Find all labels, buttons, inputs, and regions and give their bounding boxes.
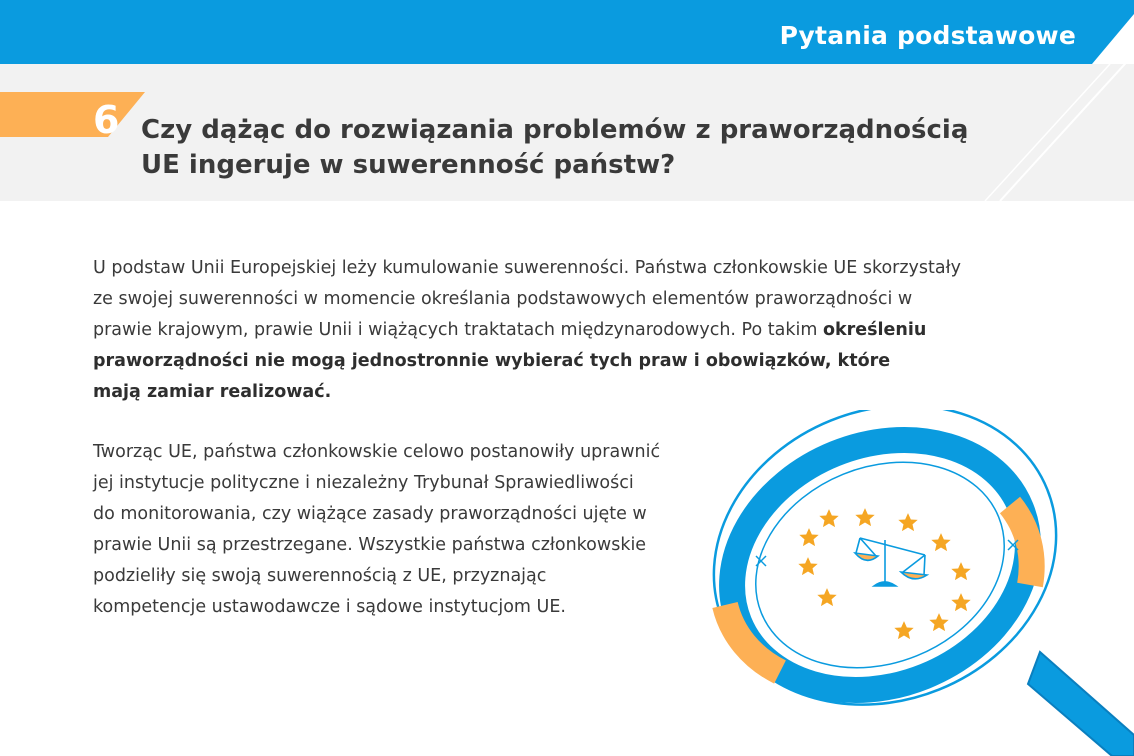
paragraph-line [93,346,961,377]
paragraph-line: ze swojej suwerenności w momencie określania podstawowych elementów praworządności w [93,289,913,309]
paragraph-line: do monitorowania, czy wiążące zasady praworządności ujęte w [93,504,647,524]
paragraph-line: jej instytucje polityczne i niezależny Trybunał Sprawiedliwości [93,473,634,493]
question-title-line: UE ingeruje w suwerenność państw? [141,150,676,180]
question-title [141,113,1021,183]
paragraph-line [93,377,961,408]
question-number: 6 [93,98,120,142]
paragraph-line: U podstaw Unii Europejskiej leży kumulowanie suwerenności. Państwa członkowskie UE skorzystały [93,258,961,278]
paragraph-bold-text: mają zamiar realizować. [93,382,332,402]
paragraph-2 [93,437,660,623]
paragraph-line [93,315,961,346]
paragraph-bold-text: określeniu [822,320,927,340]
paragraph-line: kompetencje ustawodawcze i sądowe instytucjom UE. [93,597,566,617]
paragraph-1 [93,253,961,408]
magnifying-glass-icon [700,410,1134,756]
paragraph-line: Tworząc UE, państwa członkowskie celowo postanowiły uprawnić [93,442,661,462]
paragraph-line: podzieliły się swoją suwerennością z UE, przyznając [93,566,547,586]
section-title: Pytania podstawowe [779,21,1076,50]
question-title-line: Czy dążąc do rozwiązania problemów z praworządnością [141,115,969,145]
question-number-tab [0,92,145,142]
paragraph-bold-text: praworządności nie mogą jednostronnie wybierać tych praw i obowiązków, które [93,351,891,371]
paragraph-text: prawie krajowym, prawie Unii i wiążących traktatach międzynarodowych. Po takim [93,320,823,340]
paragraph-line: prawie Unii są przestrzegane. Wszystkie państwa członkowskie [93,535,647,555]
